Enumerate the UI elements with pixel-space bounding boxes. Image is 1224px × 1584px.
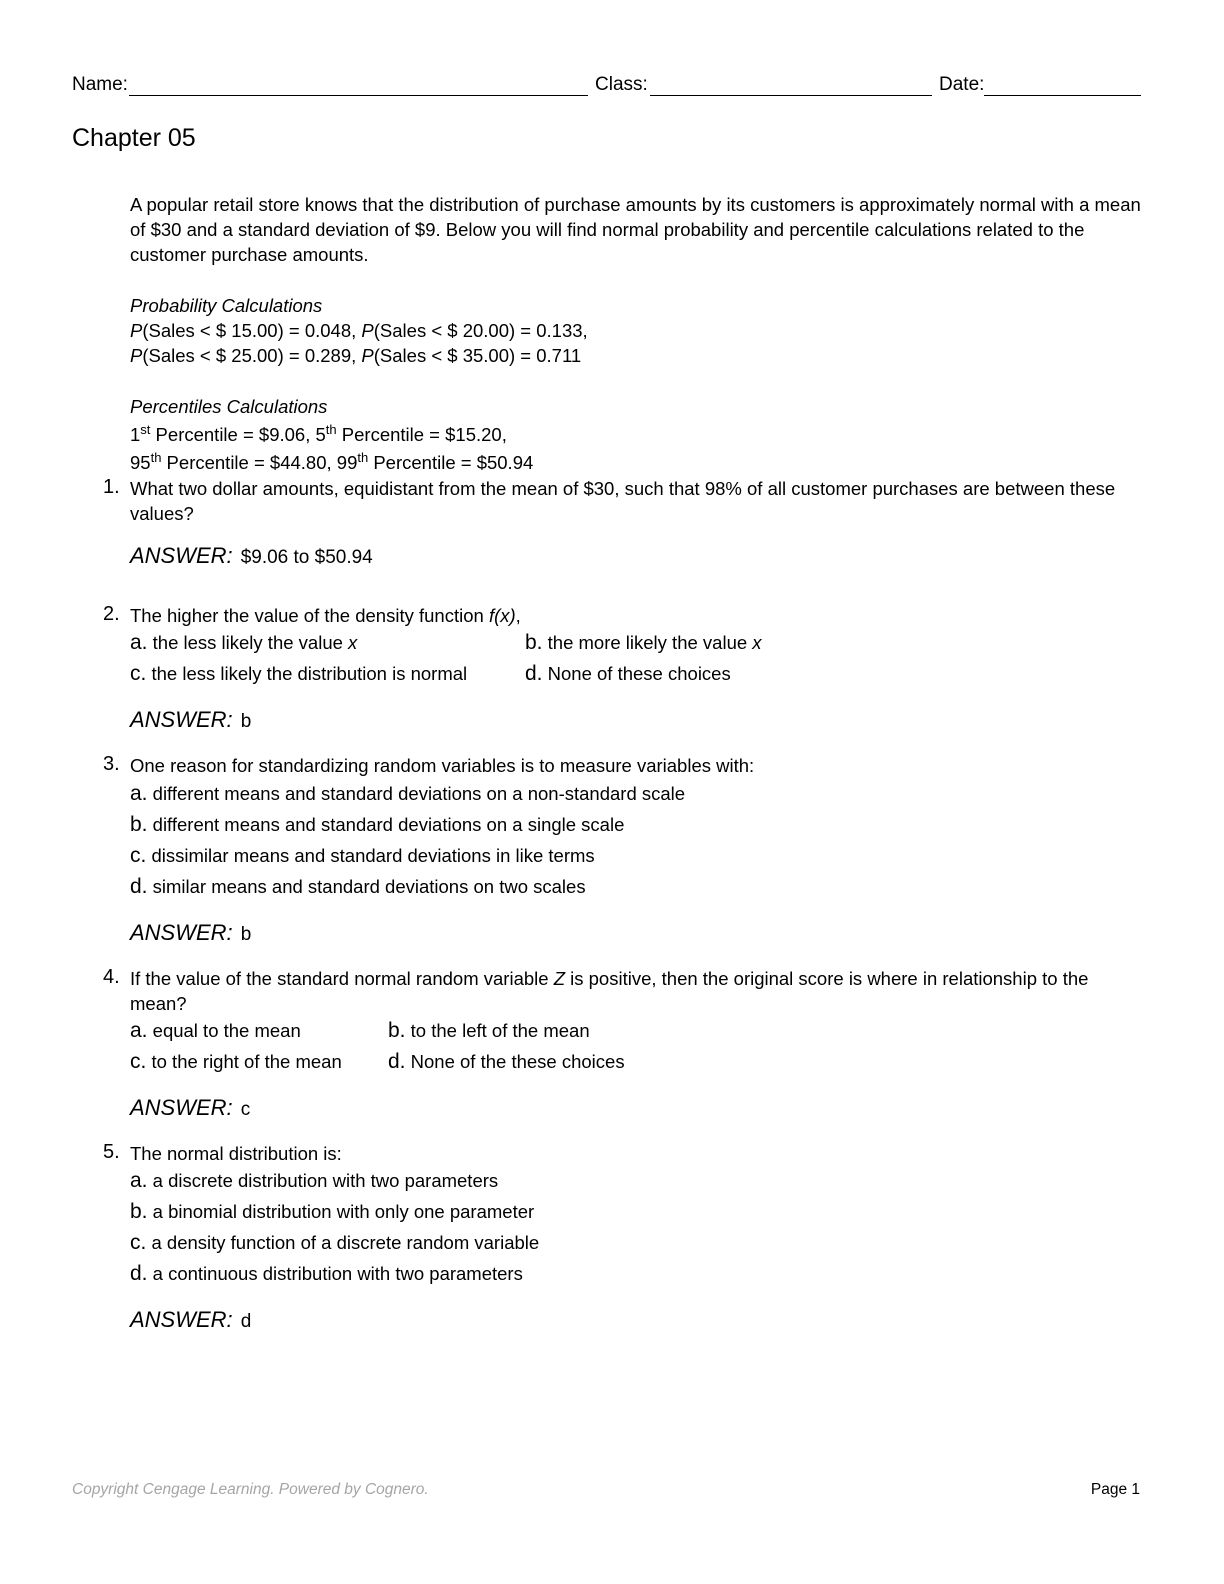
option-5d[interactable]: d. a continuous distribution with two parameters <box>130 1262 523 1285</box>
question-number: 2. <box>103 603 120 625</box>
name-field-line[interactable] <box>129 95 588 96</box>
option-4c[interactable]: c. to the right of the mean <box>130 1050 342 1073</box>
percentiles-line-1: 1st Percentile = $9.06, 5th Percentile = $15.20, <box>130 422 507 445</box>
question-1-answer: ANSWER: $9.06 to $50.94 <box>130 543 373 568</box>
copyright-notice: Copyright Cengage Learning. Powered by Cognero. <box>72 1481 429 1498</box>
option-4b[interactable]: b. to the left of the mean <box>388 1019 590 1042</box>
percentiles-title: Percentiles Calculations <box>130 396 328 417</box>
option-4d[interactable]: d. None of the these choices <box>388 1050 625 1073</box>
probability-title: Probability Calculations <box>130 295 323 316</box>
option-3b[interactable]: b. different means and standard deviations on a single scale <box>130 813 625 836</box>
class-label: Class: <box>595 74 648 95</box>
option-3c[interactable]: c. dissimilar means and standard deviations in like terms <box>130 844 595 867</box>
question-2-answer: ANSWER: b <box>130 707 252 732</box>
probability-line-1: P(Sales < $ 15.00) = 0.048, P(Sales < $ 20.00) = 0.133, <box>130 320 588 341</box>
question-4-text: If the value of the standard normal random variable Z is positive, then the original score is where in relationship to the mean? <box>130 968 1089 1014</box>
option-4a[interactable]: a. equal to the mean <box>130 1019 301 1042</box>
question-1-text: What two dollar amounts, equidistant from the mean of $30, such that 98% of all customer purchases are between these values? <box>130 478 1116 524</box>
probability-line-2: P(Sales < $ 25.00) = 0.289, P(Sales < $ 35.00) = 0.711 <box>130 345 582 366</box>
page-number: Page 1 <box>1090 1481 1140 1498</box>
date-field-line[interactable] <box>984 95 1141 96</box>
option-2a[interactable]: a. the less likely the value x <box>130 631 358 654</box>
question-3-answer: ANSWER: b <box>130 920 252 945</box>
percentiles-line-2: 95th Percentile = $44.80, 99th Percentile = $50.94 <box>130 450 534 473</box>
question-4-answer: ANSWER: c <box>130 1095 251 1120</box>
option-3a[interactable]: a. different means and standard deviations on a non-standard scale <box>130 782 686 805</box>
question-number: 4. <box>103 966 120 988</box>
question-2-text: The higher the value of the density function f(x), <box>130 605 521 626</box>
option-5c[interactable]: c. a density function of a discrete random variable <box>130 1231 540 1254</box>
class-field-line[interactable] <box>650 95 932 96</box>
option-3d[interactable]: d. similar means and standard deviations on two scales <box>130 875 586 898</box>
option-2b[interactable]: b. the more likely the value x <box>525 631 762 654</box>
question-5-answer: ANSWER: d <box>130 1307 252 1332</box>
question-number: 5. <box>103 1141 120 1163</box>
option-2d[interactable]: d. None of these choices <box>525 662 731 685</box>
question-3-text: One reason for standardizing random variables is to measure variables with: <box>130 755 755 776</box>
option-5b[interactable]: b. a binomial distribution with only one parameter <box>130 1200 535 1223</box>
option-2c[interactable]: c. the less likely the distribution is normal <box>130 662 468 685</box>
name-label: Name: <box>72 74 128 95</box>
chapter-title: Chapter 05 <box>72 124 196 152</box>
question-number: 3. <box>103 753 120 775</box>
question-number: 1. <box>103 476 120 498</box>
question-5-text: The normal distribution is: <box>130 1143 342 1164</box>
date-label: Date: <box>939 74 985 95</box>
option-5a[interactable]: a. a discrete distribution with two parameters <box>130 1169 499 1192</box>
intro-paragraph: A popular retail store knows that the distribution of purchase amounts by its customers is approximately normal with a mean of $30 and a standard deviation of $9. Below you will find normal probability and percentile calculations related to the customer purchase amounts. <box>130 194 1141 265</box>
